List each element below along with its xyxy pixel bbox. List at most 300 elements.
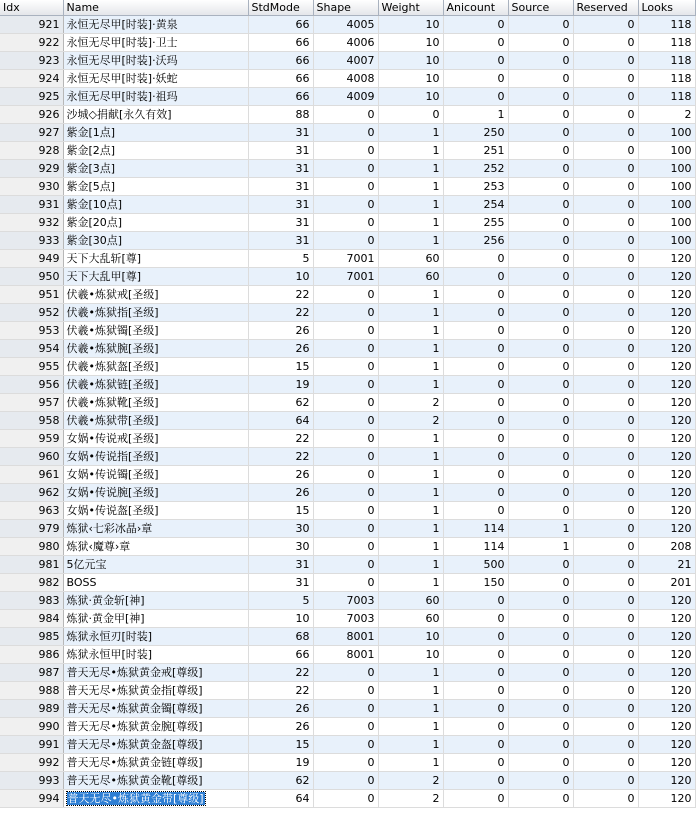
col-header-shape[interactable]: Shape <box>313 0 378 16</box>
cell-anicount[interactable]: 0 <box>443 16 508 34</box>
cell-anicount[interactable]: 251 <box>443 142 508 160</box>
cell-idx[interactable]: 986 <box>0 646 63 664</box>
cell-looks[interactable]: 120 <box>638 664 695 682</box>
cell-shape[interactable]: 8001 <box>313 628 378 646</box>
cell-idx[interactable]: 924 <box>0 70 63 88</box>
cell-anicount[interactable]: 0 <box>443 754 508 772</box>
cell-stdmode[interactable]: 31 <box>248 196 313 214</box>
cell-weight[interactable]: 10 <box>378 52 443 70</box>
cell-stdmode[interactable]: 68 <box>248 628 313 646</box>
cell-idx[interactable]: 955 <box>0 358 63 376</box>
cell-shape[interactable]: 4006 <box>313 34 378 52</box>
cell-weight[interactable]: 60 <box>378 250 443 268</box>
cell-shape[interactable]: 0 <box>313 484 378 502</box>
cell-source[interactable]: 0 <box>508 124 573 142</box>
cell-source[interactable]: 0 <box>508 16 573 34</box>
cell-name[interactable]: 紫金[10点] <box>63 196 248 214</box>
cell-looks[interactable]: 120 <box>638 394 695 412</box>
cell-source[interactable]: 0 <box>508 628 573 646</box>
cell-anicount[interactable]: 0 <box>443 70 508 88</box>
cell-source[interactable]: 0 <box>508 106 573 124</box>
col-header-reserved[interactable]: Reserved <box>573 0 638 16</box>
cell-stdmode[interactable]: 22 <box>248 664 313 682</box>
cell-looks[interactable]: 118 <box>638 16 695 34</box>
cell-looks[interactable]: 120 <box>638 250 695 268</box>
table-row[interactable] <box>0 250 695 268</box>
cell-source[interactable]: 0 <box>508 376 573 394</box>
selected-cell-text[interactable]: 普天无尽•炼狱黄金带[尊级] <box>67 792 204 805</box>
cell-reserved[interactable]: 0 <box>573 538 638 556</box>
cell-source[interactable]: 0 <box>508 286 573 304</box>
cell-stdmode[interactable]: 26 <box>248 466 313 484</box>
table-row[interactable] <box>0 178 695 196</box>
cell-name[interactable]: 女娲•传说戒[圣级] <box>63 430 248 448</box>
table-row[interactable] <box>0 556 695 574</box>
cell-anicount[interactable]: 253 <box>443 178 508 196</box>
cell-reserved[interactable]: 0 <box>573 574 638 592</box>
cell-reserved[interactable]: 0 <box>573 106 638 124</box>
col-header-looks[interactable]: Looks <box>638 0 695 16</box>
cell-source[interactable]: 0 <box>508 214 573 232</box>
cell-reserved[interactable]: 0 <box>573 484 638 502</box>
cell-reserved[interactable]: 0 <box>573 790 638 808</box>
cell-name[interactable]: 紫金[2点] <box>63 142 248 160</box>
cell-stdmode[interactable]: 31 <box>248 574 313 592</box>
cell-stdmode[interactable]: 19 <box>248 754 313 772</box>
cell-reserved[interactable]: 0 <box>573 664 638 682</box>
cell-weight[interactable]: 10 <box>378 88 443 106</box>
cell-source[interactable]: 0 <box>508 52 573 70</box>
cell-reserved[interactable]: 0 <box>573 628 638 646</box>
cell-stdmode[interactable]: 26 <box>248 322 313 340</box>
cell-source[interactable]: 0 <box>508 88 573 106</box>
cell-shape[interactable]: 0 <box>313 574 378 592</box>
cell-source[interactable]: 0 <box>508 34 573 52</box>
cell-idx[interactable]: 987 <box>0 664 63 682</box>
cell-idx[interactable]: 958 <box>0 412 63 430</box>
cell-source[interactable]: 0 <box>508 304 573 322</box>
table-row[interactable] <box>0 754 695 772</box>
cell-source[interactable]: 0 <box>508 412 573 430</box>
cell-anicount[interactable]: 0 <box>443 286 508 304</box>
cell-anicount[interactable]: 252 <box>443 160 508 178</box>
cell-name[interactable]: 永恒无尽甲[时装]·黄泉 <box>63 16 248 34</box>
cell-shape[interactable]: 0 <box>313 520 378 538</box>
table-row[interactable] <box>0 574 695 592</box>
cell-anicount[interactable]: 256 <box>443 232 508 250</box>
cell-weight[interactable]: 1 <box>378 700 443 718</box>
cell-reserved[interactable]: 0 <box>573 214 638 232</box>
cell-weight[interactable]: 1 <box>378 160 443 178</box>
cell-shape[interactable]: 7003 <box>313 610 378 628</box>
table-row[interactable] <box>0 592 695 610</box>
cell-reserved[interactable]: 0 <box>573 304 638 322</box>
cell-name[interactable]: 普天无尽•炼狱黄金腕[尊级] <box>63 718 248 736</box>
cell-looks[interactable]: 120 <box>638 682 695 700</box>
cell-source[interactable]: 0 <box>508 250 573 268</box>
cell-anicount[interactable]: 0 <box>443 646 508 664</box>
cell-anicount[interactable]: 250 <box>443 124 508 142</box>
cell-shape[interactable]: 0 <box>313 718 378 736</box>
table-row[interactable] <box>0 358 695 376</box>
cell-shape[interactable]: 0 <box>313 790 378 808</box>
cell-weight[interactable]: 1 <box>378 538 443 556</box>
cell-stdmode[interactable]: 62 <box>248 394 313 412</box>
cell-weight[interactable]: 10 <box>378 34 443 52</box>
cell-anicount[interactable]: 0 <box>443 358 508 376</box>
cell-name[interactable]: 普天无尽•炼狱黄金链[尊级] <box>63 754 248 772</box>
cell-stdmode[interactable]: 66 <box>248 16 313 34</box>
table-row[interactable] <box>0 106 695 124</box>
cell-shape[interactable]: 7001 <box>313 250 378 268</box>
cell-name[interactable]: 伏羲•炼狱指[圣级] <box>63 304 248 322</box>
cell-looks[interactable]: 100 <box>638 214 695 232</box>
cell-idx[interactable]: 952 <box>0 304 63 322</box>
table-row[interactable] <box>0 34 695 52</box>
cell-source[interactable]: 0 <box>508 700 573 718</box>
cell-looks[interactable]: 120 <box>638 520 695 538</box>
table-row[interactable] <box>0 610 695 628</box>
cell-reserved[interactable]: 0 <box>573 610 638 628</box>
cell-stdmode[interactable]: 66 <box>248 646 313 664</box>
cell-stdmode[interactable]: 22 <box>248 304 313 322</box>
cell-reserved[interactable]: 0 <box>573 124 638 142</box>
cell-looks[interactable]: 120 <box>638 754 695 772</box>
table-row[interactable] <box>0 484 695 502</box>
table-row[interactable] <box>0 52 695 70</box>
cell-name[interactable]: 女娲•传说盔[圣级] <box>63 502 248 520</box>
table-row[interactable] <box>0 286 695 304</box>
cell-shape[interactable]: 0 <box>313 754 378 772</box>
cell-looks[interactable]: 208 <box>638 538 695 556</box>
cell-idx[interactable]: 932 <box>0 214 63 232</box>
table-row[interactable] <box>0 196 695 214</box>
cell-looks[interactable]: 2 <box>638 106 695 124</box>
cell-shape[interactable]: 0 <box>313 448 378 466</box>
cell-shape[interactable]: 0 <box>313 160 378 178</box>
cell-idx[interactable]: 930 <box>0 178 63 196</box>
cell-source[interactable]: 0 <box>508 592 573 610</box>
table-row[interactable] <box>0 520 695 538</box>
cell-stdmode[interactable]: 31 <box>248 214 313 232</box>
cell-weight[interactable]: 1 <box>378 718 443 736</box>
cell-idx[interactable]: 921 <box>0 16 63 34</box>
cell-name[interactable]: 炼狱‹七彩冰晶›章 <box>63 520 248 538</box>
cell-stdmode[interactable]: 22 <box>248 682 313 700</box>
cell-looks[interactable]: 120 <box>638 322 695 340</box>
cell-reserved[interactable]: 0 <box>573 754 638 772</box>
cell-name[interactable] <box>63 790 248 808</box>
cell-looks[interactable]: 201 <box>638 574 695 592</box>
cell-reserved[interactable]: 0 <box>573 394 638 412</box>
table-row[interactable] <box>0 538 695 556</box>
cell-name[interactable]: 紫金[20点] <box>63 214 248 232</box>
cell-source[interactable]: 0 <box>508 430 573 448</box>
cell-idx[interactable]: 949 <box>0 250 63 268</box>
cell-source[interactable]: 0 <box>508 178 573 196</box>
cell-idx[interactable]: 994 <box>0 790 63 808</box>
cell-stdmode[interactable]: 31 <box>248 142 313 160</box>
cell-source[interactable]: 0 <box>508 340 573 358</box>
table-row[interactable] <box>0 124 695 142</box>
cell-looks[interactable]: 120 <box>638 466 695 484</box>
cell-weight[interactable]: 1 <box>378 286 443 304</box>
cell-name[interactable]: 伏羲•炼狱镯[圣级] <box>63 322 248 340</box>
cell-stdmode[interactable]: 62 <box>248 772 313 790</box>
cell-shape[interactable]: 0 <box>313 394 378 412</box>
cell-idx[interactable]: 925 <box>0 88 63 106</box>
cell-anicount[interactable]: 0 <box>443 502 508 520</box>
cell-looks[interactable]: 100 <box>638 178 695 196</box>
cell-shape[interactable]: 0 <box>313 196 378 214</box>
cell-shape[interactable]: 4009 <box>313 88 378 106</box>
cell-anicount[interactable]: 0 <box>443 88 508 106</box>
cell-looks[interactable]: 120 <box>638 268 695 286</box>
cell-shape[interactable]: 0 <box>313 538 378 556</box>
cell-anicount[interactable]: 0 <box>443 736 508 754</box>
cell-stdmode[interactable]: 64 <box>248 790 313 808</box>
cell-source[interactable]: 0 <box>508 772 573 790</box>
cell-name[interactable]: 普天无尽•炼狱黄金指[尊级] <box>63 682 248 700</box>
cell-looks[interactable]: 120 <box>638 358 695 376</box>
cell-stdmode[interactable]: 5 <box>248 250 313 268</box>
cell-name[interactable]: 天下大乱斩[尊] <box>63 250 248 268</box>
cell-reserved[interactable]: 0 <box>573 646 638 664</box>
cell-anicount[interactable]: 150 <box>443 574 508 592</box>
cell-stdmode[interactable]: 22 <box>248 286 313 304</box>
cell-idx[interactable]: 981 <box>0 556 63 574</box>
cell-looks[interactable]: 120 <box>638 592 695 610</box>
cell-source[interactable]: 0 <box>508 196 573 214</box>
table-row[interactable] <box>0 412 695 430</box>
cell-idx[interactable]: 992 <box>0 754 63 772</box>
cell-stdmode[interactable]: 64 <box>248 412 313 430</box>
cell-looks[interactable]: 100 <box>638 196 695 214</box>
cell-idx[interactable]: 926 <box>0 106 63 124</box>
cell-shape[interactable]: 0 <box>313 466 378 484</box>
table-row[interactable] <box>0 646 695 664</box>
cell-stdmode[interactable]: 31 <box>248 232 313 250</box>
cell-looks[interactable]: 120 <box>638 502 695 520</box>
cell-reserved[interactable]: 0 <box>573 340 638 358</box>
table-row[interactable] <box>0 790 695 808</box>
cell-looks[interactable]: 100 <box>638 124 695 142</box>
cell-name[interactable]: BOSS <box>63 574 248 592</box>
cell-stdmode[interactable]: 66 <box>248 70 313 88</box>
cell-looks[interactable]: 118 <box>638 34 695 52</box>
cell-source[interactable]: 0 <box>508 358 573 376</box>
cell-idx[interactable]: 961 <box>0 466 63 484</box>
cell-looks[interactable]: 120 <box>638 772 695 790</box>
cell-source[interactable]: 0 <box>508 574 573 592</box>
cell-name[interactable]: 炼狱永恒刃[时装] <box>63 628 248 646</box>
cell-idx[interactable]: 991 <box>0 736 63 754</box>
cell-anicount[interactable]: 0 <box>443 340 508 358</box>
cell-shape[interactable]: 8001 <box>313 646 378 664</box>
cell-source[interactable]: 0 <box>508 448 573 466</box>
cell-looks[interactable]: 120 <box>638 610 695 628</box>
table-row[interactable] <box>0 664 695 682</box>
cell-weight[interactable]: 1 <box>378 736 443 754</box>
cell-anicount[interactable]: 0 <box>443 610 508 628</box>
table-row[interactable] <box>0 700 695 718</box>
cell-anicount[interactable]: 0 <box>443 376 508 394</box>
cell-idx[interactable]: 983 <box>0 592 63 610</box>
cell-weight[interactable]: 10 <box>378 16 443 34</box>
cell-idx[interactable]: 954 <box>0 340 63 358</box>
cell-idx[interactable]: 960 <box>0 448 63 466</box>
cell-anicount[interactable]: 114 <box>443 520 508 538</box>
cell-looks[interactable]: 120 <box>638 304 695 322</box>
cell-shape[interactable]: 0 <box>313 286 378 304</box>
cell-looks[interactable]: 21 <box>638 556 695 574</box>
table-row[interactable] <box>0 340 695 358</box>
cell-source[interactable]: 0 <box>508 322 573 340</box>
cell-shape[interactable]: 0 <box>313 340 378 358</box>
cell-reserved[interactable]: 0 <box>573 52 638 70</box>
cell-shape[interactable]: 0 <box>313 232 378 250</box>
cell-idx[interactable]: 989 <box>0 700 63 718</box>
cell-idx[interactable]: 928 <box>0 142 63 160</box>
cell-weight[interactable]: 1 <box>378 448 443 466</box>
cell-source[interactable]: 0 <box>508 664 573 682</box>
cell-idx[interactable]: 985 <box>0 628 63 646</box>
cell-weight[interactable]: 60 <box>378 592 443 610</box>
col-header-stdmode[interactable]: StdMode <box>248 0 313 16</box>
cell-source[interactable]: 0 <box>508 160 573 178</box>
cell-idx[interactable]: 950 <box>0 268 63 286</box>
cell-name[interactable]: 伏羲•炼狱靴[圣级] <box>63 394 248 412</box>
cell-stdmode[interactable]: 31 <box>248 160 313 178</box>
cell-weight[interactable]: 1 <box>378 124 443 142</box>
cell-shape[interactable]: 0 <box>313 412 378 430</box>
cell-idx[interactable]: 979 <box>0 520 63 538</box>
col-header-name[interactable]: Name <box>63 0 248 16</box>
cell-weight[interactable]: 0 <box>378 106 443 124</box>
cell-stdmode[interactable]: 10 <box>248 610 313 628</box>
cell-weight[interactable]: 1 <box>378 754 443 772</box>
cell-reserved[interactable]: 0 <box>573 286 638 304</box>
cell-weight[interactable]: 1 <box>378 430 443 448</box>
cell-name[interactable]: 伏羲•炼狱带[圣级] <box>63 412 248 430</box>
cell-reserved[interactable]: 0 <box>573 718 638 736</box>
cell-looks[interactable]: 120 <box>638 736 695 754</box>
cell-looks[interactable]: 120 <box>638 718 695 736</box>
cell-weight[interactable]: 1 <box>378 682 443 700</box>
cell-weight[interactable]: 10 <box>378 628 443 646</box>
cell-shape[interactable]: 0 <box>313 178 378 196</box>
cell-reserved[interactable]: 0 <box>573 232 638 250</box>
cell-looks[interactable]: 100 <box>638 232 695 250</box>
cell-idx[interactable]: 982 <box>0 574 63 592</box>
cell-source[interactable]: 0 <box>508 394 573 412</box>
cell-shape[interactable]: 0 <box>313 106 378 124</box>
cell-stdmode[interactable]: 5 <box>248 592 313 610</box>
cell-reserved[interactable]: 0 <box>573 700 638 718</box>
cell-weight[interactable]: 1 <box>378 322 443 340</box>
cell-idx[interactable]: 993 <box>0 772 63 790</box>
cell-idx[interactable]: 963 <box>0 502 63 520</box>
cell-stdmode[interactable]: 26 <box>248 718 313 736</box>
cell-weight[interactable]: 1 <box>378 466 443 484</box>
cell-name[interactable]: 伏羲•炼狱盔[圣级] <box>63 358 248 376</box>
table-row[interactable] <box>0 16 695 34</box>
table-row[interactable] <box>0 142 695 160</box>
cell-anicount[interactable]: 0 <box>443 412 508 430</box>
table-row[interactable] <box>0 376 695 394</box>
cell-looks[interactable]: 120 <box>638 430 695 448</box>
cell-reserved[interactable]: 0 <box>573 34 638 52</box>
cell-shape[interactable]: 0 <box>313 322 378 340</box>
table-row[interactable] <box>0 214 695 232</box>
cell-looks[interactable]: 120 <box>638 700 695 718</box>
cell-name[interactable]: 炼狱永恒甲[时装] <box>63 646 248 664</box>
cell-weight[interactable]: 1 <box>378 232 443 250</box>
cell-reserved[interactable]: 0 <box>573 160 638 178</box>
cell-source[interactable]: 0 <box>508 232 573 250</box>
cell-shape[interactable]: 0 <box>313 700 378 718</box>
cell-weight[interactable]: 1 <box>378 556 443 574</box>
cell-anicount[interactable]: 1 <box>443 106 508 124</box>
cell-name[interactable]: 女娲•传说镯[圣级] <box>63 466 248 484</box>
cell-reserved[interactable]: 0 <box>573 142 638 160</box>
cell-idx[interactable]: 962 <box>0 484 63 502</box>
cell-stdmode[interactable]: 31 <box>248 124 313 142</box>
cell-stdmode[interactable]: 15 <box>248 736 313 754</box>
cell-stdmode[interactable]: 88 <box>248 106 313 124</box>
cell-idx[interactable]: 923 <box>0 52 63 70</box>
cell-name[interactable]: 炼狱‹魔尊›章 <box>63 538 248 556</box>
cell-looks[interactable]: 118 <box>638 70 695 88</box>
cell-looks[interactable]: 120 <box>638 484 695 502</box>
table-row[interactable] <box>0 88 695 106</box>
table-row[interactable] <box>0 682 695 700</box>
cell-weight[interactable]: 1 <box>378 142 443 160</box>
cell-shape[interactable]: 7003 <box>313 592 378 610</box>
cell-anicount[interactable]: 0 <box>443 592 508 610</box>
cell-shape[interactable]: 4007 <box>313 52 378 70</box>
cell-stdmode[interactable]: 22 <box>248 448 313 466</box>
cell-idx[interactable]: 951 <box>0 286 63 304</box>
cell-anicount[interactable]: 0 <box>443 466 508 484</box>
table-row[interactable] <box>0 268 695 286</box>
table-row[interactable] <box>0 502 695 520</box>
cell-reserved[interactable]: 0 <box>573 430 638 448</box>
col-header-source[interactable]: Source <box>508 0 573 16</box>
cell-looks[interactable]: 120 <box>638 790 695 808</box>
cell-anicount[interactable]: 500 <box>443 556 508 574</box>
cell-reserved[interactable]: 0 <box>573 466 638 484</box>
cell-idx[interactable]: 922 <box>0 34 63 52</box>
cell-idx[interactable]: 929 <box>0 160 63 178</box>
cell-anicount[interactable]: 0 <box>443 250 508 268</box>
cell-stdmode[interactable]: 26 <box>248 340 313 358</box>
cell-idx[interactable]: 980 <box>0 538 63 556</box>
cell-source[interactable]: 0 <box>508 484 573 502</box>
cell-shape[interactable]: 0 <box>313 304 378 322</box>
cell-shape[interactable]: 0 <box>313 214 378 232</box>
cell-source[interactable]: 0 <box>508 754 573 772</box>
cell-name[interactable]: 伏羲•炼狱链[圣级] <box>63 376 248 394</box>
cell-idx[interactable]: 959 <box>0 430 63 448</box>
cell-weight[interactable]: 1 <box>378 214 443 232</box>
cell-shape[interactable]: 7001 <box>313 268 378 286</box>
cell-reserved[interactable]: 0 <box>573 70 638 88</box>
cell-anicount[interactable]: 0 <box>443 322 508 340</box>
cell-name[interactable]: 永恒无尽甲[时装]·妖蛇 <box>63 70 248 88</box>
cell-source[interactable]: 0 <box>508 502 573 520</box>
cell-anicount[interactable]: 0 <box>443 34 508 52</box>
